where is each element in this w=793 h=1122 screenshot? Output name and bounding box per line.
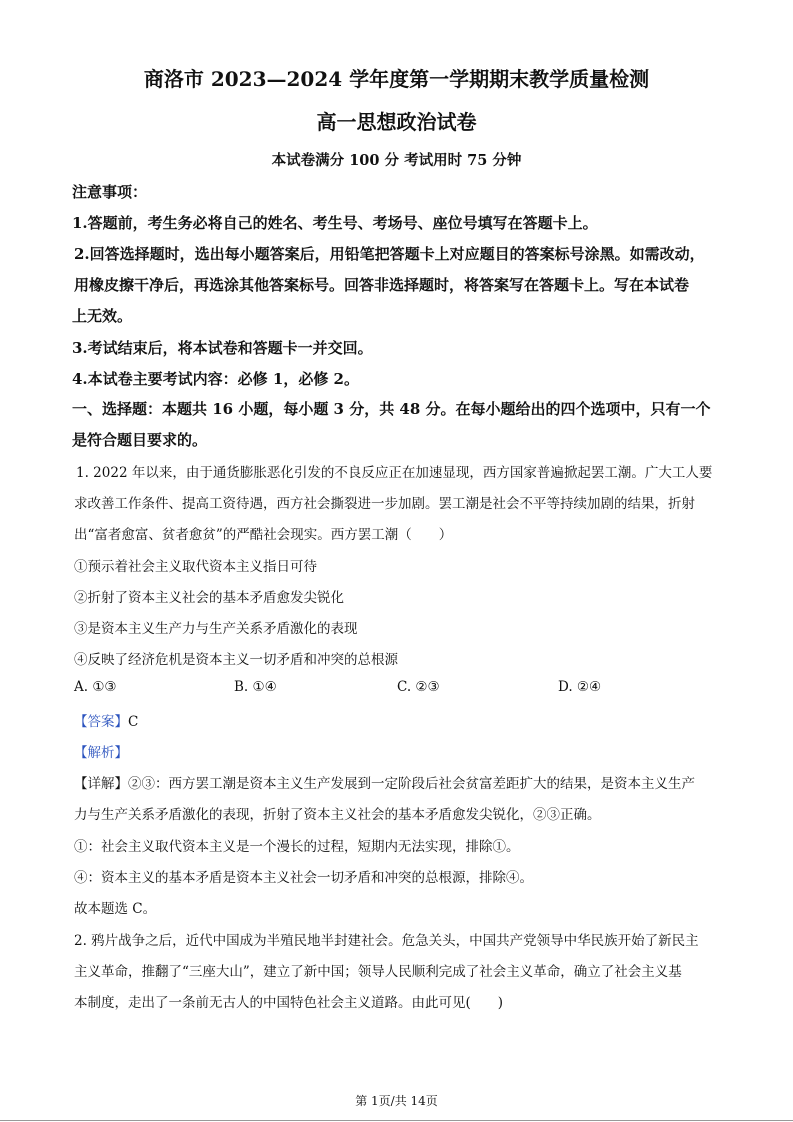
q1-stem-line2: 求改善工作条件、提高工资待遇，西方社会撕裂进一步加剧。罢工潮是社会不平等持续加剧的结果，折射 xyxy=(74,496,695,512)
q1-detail-line2: 力与生产关系矛盾激化的表现，折射了资本主义社会的基本矛盾愈发尖锐化，②③正确。 xyxy=(74,807,601,823)
q1-option-a: A. ①③ xyxy=(74,679,117,695)
notice-heading: 注意事项： xyxy=(72,183,148,201)
q1-option-b: B. ①④ xyxy=(234,679,277,695)
section-heading-line2: 是符合题目要求的。 xyxy=(72,431,208,449)
notice-item-2-line1: 2.回答选择题时，选出每小题答案后，用铅笔把答题卡上对应题目的答案标号涂黑。如需改动， xyxy=(74,245,705,263)
detail-text-1: ②③：西方罢工潮是资本主义生产发展到一定阶段后社会贫富差距扩大的结果，是资本主义生产 xyxy=(128,776,695,792)
q1-answer xyxy=(74,710,138,730)
notice-item-2-line2: 用橡皮擦干净后，再选涂其他答案标号。回答非选择题时，将答案写在答题卡上。写在本试卷 xyxy=(74,276,690,294)
q1-statement-3: ③是资本主义生产力与生产关系矛盾激化的表现 xyxy=(74,621,358,637)
q2-stem-line3: 本制度，走出了一条前无古人的中国特色社会主义道路。由此可见( ) xyxy=(74,995,504,1011)
q1-detail-line4: ④：资本主义的基本矛盾是资本主义社会一切矛盾和冲突的总根源，排除④。 xyxy=(74,870,533,886)
answer-label: 【答案】 xyxy=(74,714,128,730)
q1-conclusion: 故本题选 C。 xyxy=(74,901,157,917)
answer-value: C xyxy=(128,714,139,730)
q1-statement-1: ①预示着社会主义取代资本主义指日可待 xyxy=(74,559,317,575)
q1-statement-4: ④反映了经济危机是资本主义一切矛盾和冲突的总根源 xyxy=(74,652,398,668)
exam-info: 本试卷满分 100 分 考试用时 75 分钟 xyxy=(271,152,522,169)
q1-stem-line3: 出“富者愈富、贫者愈贫”的严酷社会现实。西方罢工潮（ ） xyxy=(74,527,453,543)
notice-item-1: 1.答题前，考生务必将自己的姓名、考生号、考场号、座位号填写在答题卡上。 xyxy=(72,214,598,232)
notice-item-4: 4.本试卷主要考试内容：必修 1，必修 2。 xyxy=(72,370,359,388)
q1-statement-2: ②折射了资本主义社会的基本矛盾愈发尖锐化 xyxy=(74,590,344,606)
exam-subtitle: 高一思想政治试卷 xyxy=(316,110,477,134)
detail-label: 【详解】 xyxy=(74,776,128,792)
page-bottom-rule xyxy=(0,1120,793,1121)
section-heading-line1: 一、选择题：本题共 16 小题，每小题 3 分，共 48 分。在每小题给出的四个选项中，只有一个 xyxy=(72,400,711,418)
q1-detail-line3: ①：社会主义取代资本主义是一个漫长的过程，短期内无法实现，排除①。 xyxy=(74,839,520,855)
page-number: 第 1页/共 14页 xyxy=(355,1094,438,1108)
q1-option-d: D. ②④ xyxy=(558,679,602,695)
q1-option-c: C. ②③ xyxy=(397,679,440,695)
notice-item-2-line3: 上无效。 xyxy=(72,307,133,325)
q1-detail-line1 xyxy=(74,772,695,792)
q2-stem-line1: 2. 鸦片战争之后，近代中国成为半殖民地半封建社会。危急关头，中国共产党领导中华民族开始了新民主 xyxy=(74,933,699,949)
q2-stem-line2: 主义革命，推翻了“三座大山”，建立了新中国；领导人民顺利完成了社会主义革命，确立了社会主义基 xyxy=(74,964,682,980)
exam-title: 商洛市 2023—2024 学年度第一学期期末教学质量检测 xyxy=(143,67,650,91)
q1-stem-line1: 1. 2022 年以来，由于通货膨胀恶化引发的不良反应正在加速显现，西方国家普遍掀起罢工潮。广大工人要 xyxy=(76,465,713,481)
notice-item-3: 3.考试结束后，将本试卷和答题卡一并交回。 xyxy=(72,339,373,357)
analysis-label: 【解析】 xyxy=(74,745,128,761)
